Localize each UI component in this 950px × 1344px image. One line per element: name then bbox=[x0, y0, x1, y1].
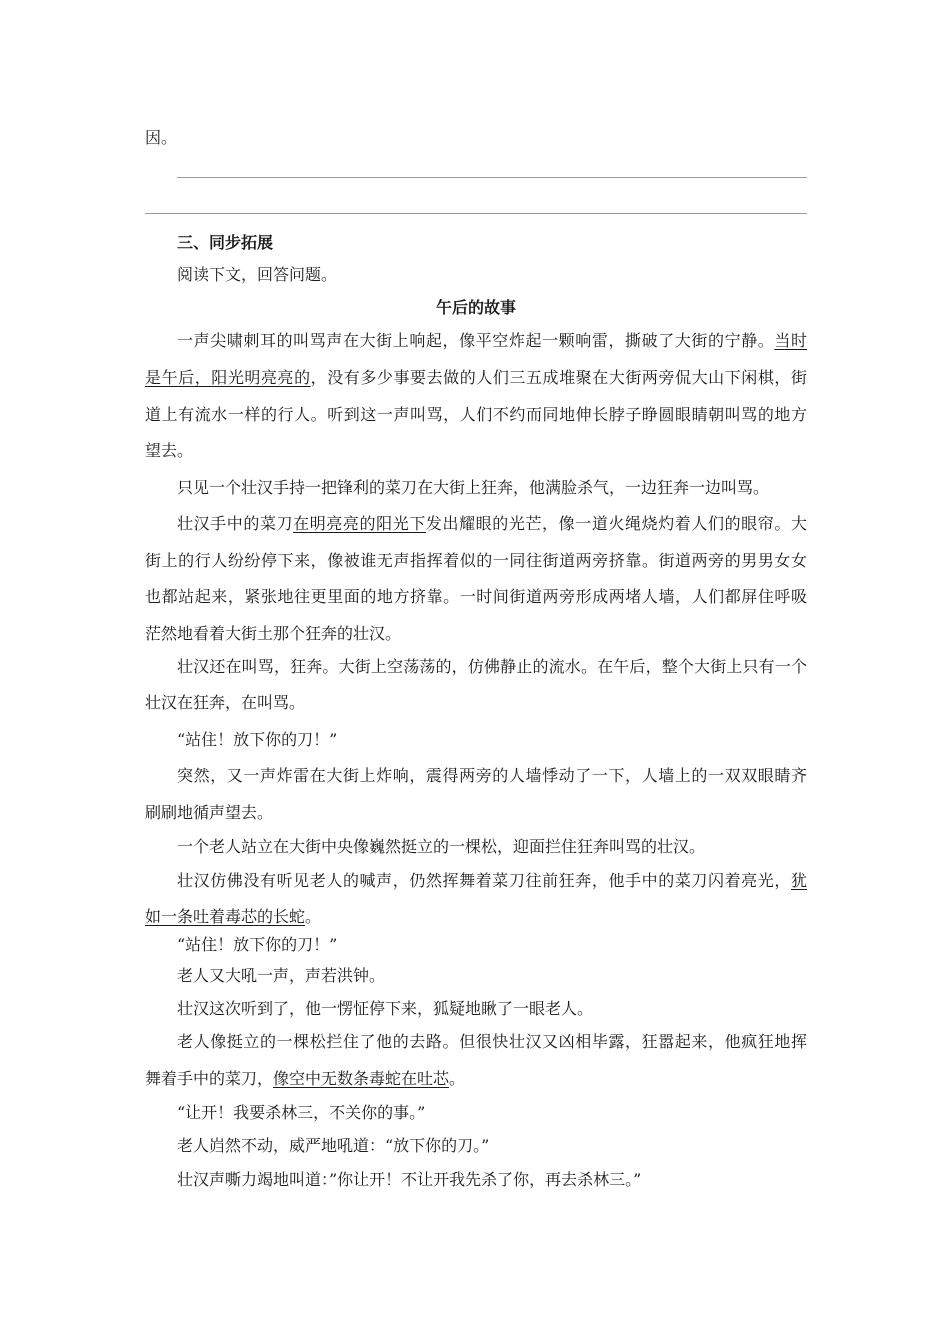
underlined-phrase: 是午后，阳光明亮亮的 bbox=[145, 368, 311, 387]
story-p1-line2 bbox=[145, 368, 807, 388]
story-text: 舞着手中的菜刀， bbox=[145, 1069, 274, 1088]
story-p6-line1: 突然，又一声炸雷在大街上炸响，震得两旁的人墙悸动了一下，人墙上的一双双眼睛齐 bbox=[177, 766, 807, 785]
answer-blank-line-2 bbox=[145, 213, 807, 214]
story-p4-line1: 壮汉还在叫骂，狂奔。大街上空荡荡的，仿佛静止的流水。在午后，整个大街上只有一个 bbox=[177, 657, 807, 676]
story-text: 壮汉手中的菜刀 bbox=[177, 514, 294, 533]
story-p3-line3: 也都站起来，紧张地往更里面的地方挤靠。一时间街道两旁形成两堵人墙，人们都屏住呼吸 bbox=[145, 587, 807, 606]
story-p2: 只见一个壮汉手持一把锋利的菜刀在大街上狂奔，他满脸杀气，一边狂奔一边叫骂。 bbox=[177, 478, 770, 497]
answer-tail: 因。 bbox=[145, 128, 178, 147]
story-p1-line1 bbox=[177, 331, 807, 351]
story-text: ，没有多少事要去做的人们三五成堆聚在大街两旁侃大山下闲棋，街 bbox=[310, 368, 807, 387]
story-p6-line2: 刷刷地循声望去。 bbox=[145, 803, 274, 822]
story-text: 壮汉仿佛没有听见老人的喊声，仍然挥舞着菜刀往前狂奔，他手中的菜刀闪着亮光， bbox=[177, 871, 791, 890]
story-p11: 壮汉这次听到了，他一愣怔停下来，狐疑地瞅了一眼老人。 bbox=[177, 999, 594, 1018]
story-text: 。 bbox=[305, 907, 322, 926]
story-p10: 老人又大吼一声，声若洪钟。 bbox=[177, 966, 386, 985]
underlined-phrase: 当时 bbox=[774, 331, 807, 350]
section-instruction: 阅读下文，回答问题。 bbox=[177, 265, 338, 284]
story-p1-line4: 望去。 bbox=[145, 441, 194, 460]
underlined-phrase: 犹 bbox=[790, 871, 807, 890]
story-p8-line1 bbox=[177, 871, 807, 891]
story-p5: “站住！放下你的刀！” bbox=[177, 730, 338, 749]
story-p8-line2 bbox=[145, 907, 807, 927]
story-text: 发出耀眼的光芒，像一道火绳烧灼着人们的眼帘。大 bbox=[425, 514, 807, 533]
underlined-phrase: 在明亮亮的阳光下 bbox=[293, 514, 426, 533]
section-heading: 三、同步拓展 bbox=[177, 233, 274, 252]
story-p14: 老人岿然不动，威严地吼道：“放下你的刀。” bbox=[177, 1136, 490, 1155]
story-p3-line4: 茫然地看着大街土那个狂奔的壮汉。 bbox=[145, 624, 402, 643]
underlined-phrase: 像空中无数条毒蛇在吐芯 bbox=[273, 1069, 450, 1088]
story-p12-line1: 老人像挺立的一棵松拦住了他的去路。但很快壮汉又凶相毕露，狂嚣起来，他疯狂地挥 bbox=[177, 1032, 807, 1051]
story-p12-line2 bbox=[145, 1069, 807, 1089]
story-p1-line3: 道上有流水一样的行人。听到这一声叫骂，人们不约而同地伸长脖子睁圆眼睛朝叫骂的地方 bbox=[145, 405, 807, 424]
story-title: 午后的故事 bbox=[435, 298, 516, 317]
story-p3-line2: 街上的行人纷纷停下来，像被谁无声指挥着似的一同往街道两旁挤靠。街道两旁的男男女女 bbox=[145, 551, 807, 570]
story-p9: “站住！放下你的刀！” bbox=[177, 935, 338, 954]
story-text: 一声尖啸刺耳的叫骂声在大街上响起，像平空炸起一颗响雷，撕破了大街的宁静。 bbox=[177, 331, 775, 350]
story-text: 。 bbox=[449, 1069, 466, 1088]
story-p4-line2: 壮汉在狂奔，在叫骂。 bbox=[145, 693, 306, 712]
story-p15: 壮汉声嘶力竭地叫道：”你让开！不让开我先杀了你，再去杀林三。” bbox=[177, 1170, 642, 1189]
story-p13: “让开！我要杀林三，不关你的事。” bbox=[177, 1103, 426, 1122]
underlined-phrase: 如一条吐着毒芯的长蛇 bbox=[145, 907, 306, 926]
story-p3-line1 bbox=[177, 514, 807, 534]
story-p7: 一个老人站立在大街中央像巍然挺立的一棵松，迎面拦住狂奔叫骂的壮汉。 bbox=[177, 837, 706, 856]
answer-blank-line-1 bbox=[177, 177, 807, 178]
